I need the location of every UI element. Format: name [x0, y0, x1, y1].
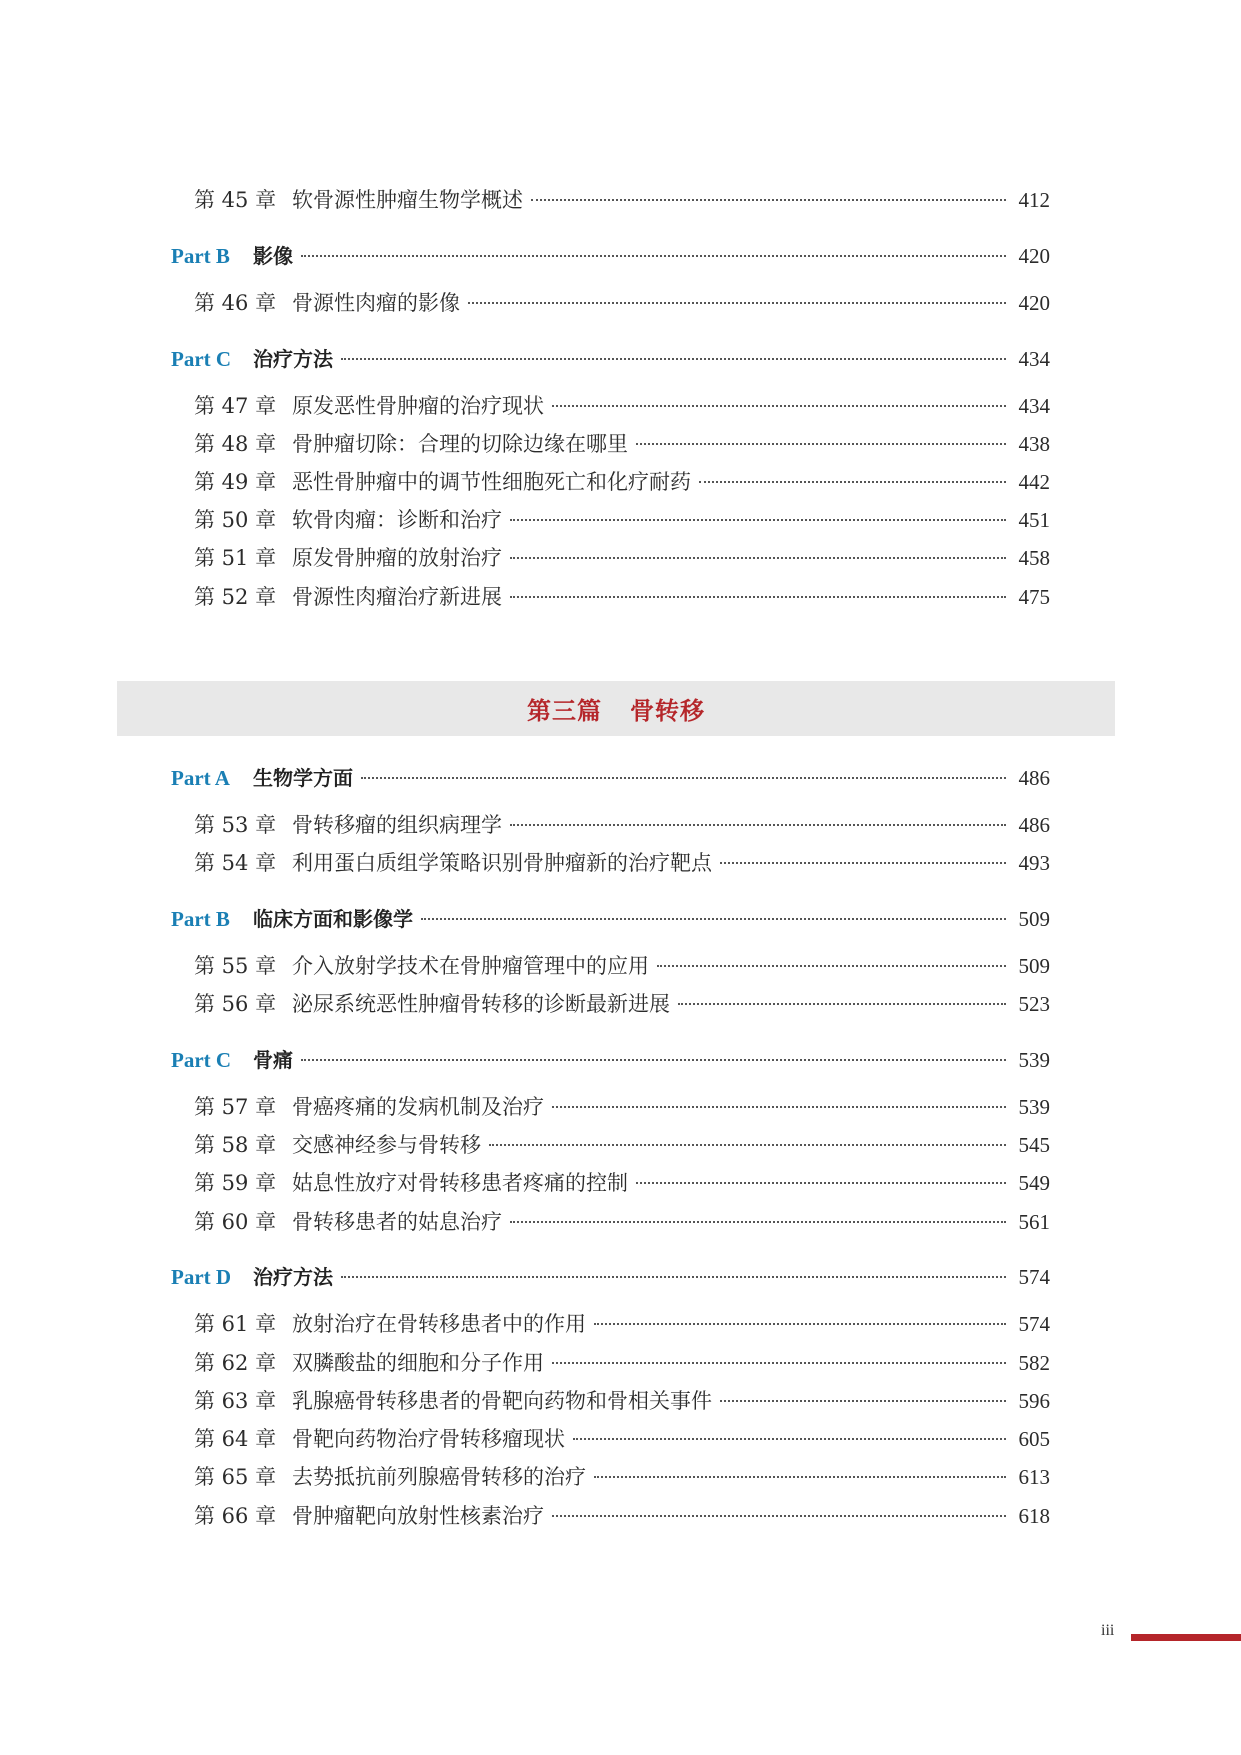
- dot-leader: [510, 824, 1006, 826]
- chapter-number: 第 62 章: [194, 1351, 277, 1375]
- toc-chapter-row[interactable]: [194, 288, 1050, 318]
- part-label: Part C: [171, 347, 232, 371]
- page-ref: 561: [1018, 1210, 1050, 1234]
- page-ref: 412: [1018, 188, 1050, 212]
- chapter-title: 软骨肉瘤：诊断和治疗: [292, 508, 502, 532]
- part-label: Part C: [171, 1048, 232, 1072]
- chapter-title: 恶性骨肿瘤中的调节性细胞死亡和化疗耐药: [292, 470, 691, 494]
- chapter-number: 第 64 章: [194, 1427, 277, 1451]
- page-ref: 493: [1018, 851, 1050, 875]
- dot-leader: [361, 777, 1006, 779]
- part-title: 临床方面和影像学: [253, 907, 413, 931]
- dot-leader: [552, 1106, 1006, 1108]
- chapter-number: 第 46 章: [194, 291, 277, 315]
- banner-title: 骨转移: [630, 697, 705, 725]
- chapter-title: 骨肿瘤切除：合理的切除边缘在哪里: [292, 432, 628, 456]
- chapter-number: 第 48 章: [194, 432, 277, 456]
- part-title: 影像: [253, 244, 293, 268]
- page-number: iii: [1101, 1622, 1115, 1639]
- toc-chapter-row[interactable]: [194, 1207, 1050, 1237]
- chapter-number: 第 45 章: [194, 188, 277, 212]
- chapter-title: 骨源性肉瘤的影像: [292, 291, 460, 315]
- part-label: Part D: [171, 1265, 232, 1289]
- part-title: 治疗方法: [253, 1265, 333, 1289]
- chapter-number: 第 56 章: [194, 992, 277, 1016]
- page-ref: 486: [1018, 813, 1050, 837]
- dot-leader: [531, 199, 1006, 201]
- page-ref: 451: [1018, 508, 1050, 532]
- dot-leader: [720, 1400, 1006, 1402]
- chapter-number: 第 50 章: [194, 508, 277, 532]
- page-ref: 438: [1018, 432, 1050, 456]
- chapter-number: 第 54 章: [194, 851, 277, 875]
- chapter-title: 软骨源性肿瘤生物学概述: [292, 188, 523, 212]
- dot-leader: [341, 358, 1006, 360]
- chapter-number: 第 47 章: [194, 394, 277, 418]
- page-ref: 545: [1018, 1133, 1050, 1157]
- page-ref: 523: [1018, 992, 1050, 1016]
- chapter-number: 第 61 章: [194, 1312, 277, 1336]
- page-ref: 539: [1018, 1048, 1050, 1072]
- dot-leader: [678, 1003, 1006, 1005]
- page-ref: 434: [1018, 347, 1050, 371]
- chapter-number: 第 58 章: [194, 1133, 277, 1157]
- chapter-title: 双膦酸盐的细胞和分子作用: [292, 1351, 544, 1375]
- toc-part-row[interactable]: [171, 763, 1050, 793]
- toc-chapter-row[interactable]: [194, 1348, 1050, 1378]
- chapter-title: 姑息性放疗对骨转移患者疼痛的控制: [292, 1171, 628, 1195]
- toc-chapter-row[interactable]: [194, 429, 1050, 459]
- dot-leader: [552, 1515, 1006, 1517]
- page-ref: 458: [1018, 546, 1050, 570]
- page-ref: 509: [1018, 907, 1050, 931]
- toc-chapter-row[interactable]: [194, 1168, 1050, 1198]
- dot-leader: [594, 1476, 1006, 1478]
- dot-leader: [720, 862, 1006, 864]
- page-ref: 509: [1018, 954, 1050, 978]
- chapter-title: 骨转移患者的姑息治疗: [292, 1210, 502, 1234]
- dot-leader: [510, 1221, 1006, 1223]
- page-ref: 420: [1018, 244, 1050, 268]
- chapter-number: 第 57 章: [194, 1095, 277, 1119]
- toc-part-row[interactable]: [171, 1045, 1050, 1075]
- banner-part-number: 第三篇: [527, 697, 602, 725]
- page-ref: 596: [1018, 1389, 1050, 1413]
- page-ref: 442: [1018, 470, 1050, 494]
- page-ref: 549: [1018, 1171, 1050, 1195]
- part-title: 治疗方法: [253, 347, 333, 371]
- banner-heading: [527, 691, 705, 726]
- page-ref: 434: [1018, 394, 1050, 418]
- chapter-title: 介入放射学技术在骨肿瘤管理中的应用: [292, 954, 649, 978]
- toc-chapter-row[interactable]: [194, 848, 1050, 878]
- toc-chapter-row[interactable]: [194, 989, 1050, 1019]
- page-ref: 475: [1018, 585, 1050, 609]
- dot-leader: [510, 519, 1006, 521]
- dot-leader: [657, 965, 1006, 967]
- dot-leader: [468, 302, 1006, 304]
- chapter-number: 第 63 章: [194, 1389, 277, 1413]
- part-title: 骨痛: [253, 1048, 293, 1072]
- chapter-number: 第 59 章: [194, 1171, 277, 1195]
- toc-chapter-row[interactable]: [194, 543, 1050, 573]
- toc-part-row[interactable]: [171, 1262, 1050, 1292]
- chapter-title: 交感神经参与骨转移: [292, 1133, 481, 1157]
- chapter-number: 第 49 章: [194, 470, 277, 494]
- chapter-number: 第 55 章: [194, 954, 277, 978]
- toc-chapter-row[interactable]: [194, 1309, 1050, 1339]
- page-ref: 605: [1018, 1427, 1050, 1451]
- chapter-title: 骨源性肉瘤治疗新进展: [292, 585, 502, 609]
- toc-chapter-row[interactable]: [194, 1386, 1050, 1416]
- dot-leader: [552, 405, 1006, 407]
- dot-leader: [489, 1144, 1006, 1146]
- folio-decoration-bar: [1131, 1634, 1241, 1641]
- toc-chapter-row[interactable]: [194, 1424, 1050, 1454]
- chapter-title: 乳腺癌骨转移患者的骨靶向药物和骨相关事件: [292, 1389, 712, 1413]
- page-ref: 486: [1018, 766, 1050, 790]
- toc-chapter-row[interactable]: [194, 185, 1050, 215]
- toc-chapter-row[interactable]: [194, 582, 1050, 612]
- dot-leader: [301, 1059, 1006, 1061]
- page-ref: 613: [1018, 1465, 1050, 1489]
- dot-leader: [699, 481, 1006, 483]
- dot-leader: [552, 1362, 1006, 1364]
- dot-leader: [341, 1276, 1006, 1278]
- chapter-number: 第 60 章: [194, 1210, 277, 1234]
- toc-chapter-row[interactable]: [194, 1130, 1050, 1160]
- toc-part-row[interactable]: [171, 344, 1050, 374]
- chapter-title: 利用蛋白质组学策略识别骨肿瘤新的治疗靶点: [292, 851, 712, 875]
- toc-chapter-row[interactable]: [194, 951, 1050, 981]
- page-ref: 539: [1018, 1095, 1050, 1119]
- part-label: Part B: [171, 907, 230, 931]
- dot-leader: [636, 443, 1006, 445]
- chapter-title: 骨靶向药物治疗骨转移瘤现状: [292, 1427, 565, 1451]
- page-ref: 618: [1018, 1504, 1050, 1528]
- part-title: 生物学方面: [253, 766, 353, 790]
- toc-chapter-row[interactable]: [194, 1501, 1050, 1531]
- page-ref: 574: [1018, 1265, 1050, 1289]
- dot-leader: [510, 596, 1006, 598]
- chapter-number: 第 52 章: [194, 585, 277, 609]
- section-banner: [117, 681, 1115, 736]
- chapter-title: 骨转移瘤的组织病理学: [292, 813, 502, 837]
- toc-chapter-row[interactable]: [194, 467, 1050, 497]
- dot-leader: [421, 918, 1006, 920]
- toc-chapter-row[interactable]: [194, 1462, 1050, 1492]
- toc-part-row[interactable]: [171, 904, 1050, 934]
- chapter-number: 第 66 章: [194, 1504, 277, 1528]
- dot-leader: [636, 1182, 1006, 1184]
- chapter-title: 骨肿瘤靶向放射性核素治疗: [292, 1504, 544, 1528]
- toc-chapter-row[interactable]: [194, 505, 1050, 535]
- page-ref: 574: [1018, 1312, 1050, 1336]
- page-ref: 582: [1018, 1351, 1050, 1375]
- toc-chapter-row[interactable]: [194, 1092, 1050, 1122]
- chapter-title: 原发恶性骨肿瘤的治疗现状: [292, 394, 544, 418]
- toc-chapter-row[interactable]: [194, 391, 1050, 421]
- chapter-title: 去势抵抗前列腺癌骨转移的治疗: [292, 1465, 586, 1489]
- chapter-number: 第 51 章: [194, 546, 277, 570]
- dot-leader: [573, 1438, 1006, 1440]
- chapter-number: 第 53 章: [194, 813, 277, 837]
- chapter-title: 骨癌疼痛的发病机制及治疗: [292, 1095, 544, 1119]
- chapter-title: 放射治疗在骨转移患者中的作用: [292, 1312, 586, 1336]
- toc-chapter-row[interactable]: [194, 810, 1050, 840]
- dot-leader: [510, 557, 1006, 559]
- part-label: Part B: [171, 244, 230, 268]
- chapter-title: 泌尿系统恶性肿瘤骨转移的诊断最新进展: [292, 992, 670, 1016]
- part-label: Part A: [171, 766, 230, 790]
- dot-leader: [301, 255, 1006, 257]
- chapter-number: 第 65 章: [194, 1465, 277, 1489]
- page-ref: 420: [1018, 291, 1050, 315]
- chapter-title: 原发骨肿瘤的放射治疗: [292, 546, 502, 570]
- dot-leader: [594, 1323, 1006, 1325]
- toc-part-row[interactable]: [171, 241, 1050, 271]
